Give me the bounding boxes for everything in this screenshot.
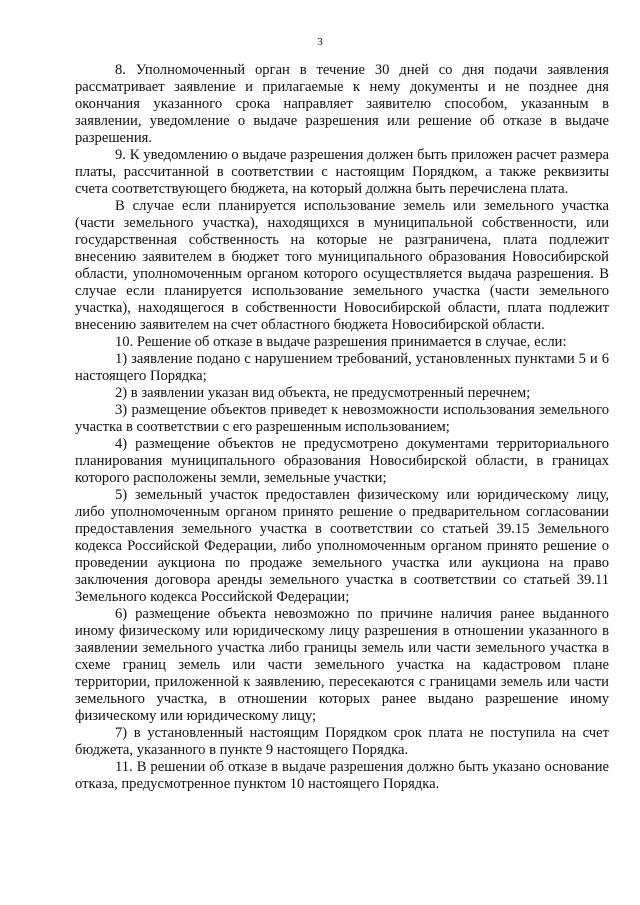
paragraph-10: 10. Решение об отказе в выдаче разрешения принимается в случае, если: (115, 334, 567, 350)
paragraph-8: 8. Уполномоченный орган в течение 30 дней со дня подачи заявления рассматривает заявление и прилагаемые к нему документы и не позднее дня окончания указанного срока направляет заявителю способом, указанным в заявлении, уведомление о выдаче разрешения или решение об отказе в выдаче разрешения. (75, 62, 609, 146)
list-item-2: 2) в заявлении указан вид объекта, не предусмотренный перечнем; (115, 385, 531, 401)
list-item-1: 1) заявление подано с нарушением требований, установленных пунктами 5 и 6 настоящего Порядка; (75, 351, 609, 384)
list-item-5: 5) земельный участок предоставлен физическому или юридическому лицу, либо уполномоченным органом принято решение о предварительном согласовании предоставления земельного участка в соответствии со статьей 39.15 Земельного кодекса Российской Федерации, либо уполномоченным органом принято решение о проведении аукциона по продаже земельного участка или аукциона на право заключения договора аренды земельного участка в соответствии со статьей 39.11 Земельного кодекса Российской Федерации; (75, 487, 609, 605)
list-item-7: 7) в установленный настоящим Порядком срок плата не поступила на счет бюджета, указанного в пункте 9 настоящего Порядка. (75, 725, 609, 758)
list-item-6: 6) размещение объекта невозможно по причине наличия ранее выданного иному физическому или юридическому лицу разрешения в отношении указанного в заявлении земельного участка либо границы земель или части земельного участка в схеме границ земель или части земельного участка на кадастровом плане территории, приложенной к заявлению, пересекаются с границами земель или части земельного участка, в отношении которых ранее выдано разрешение иному физическому или юридическому лицу; (75, 606, 609, 724)
list-item-4: 4) размещение объектов не предусмотрено документами территориального планирования муниципального образования Новосибирской области, в границах которого расположены земли, земельные участки; (75, 436, 609, 486)
page-number: 3 (317, 36, 323, 48)
paragraph-9: 9. К уведомлению о выдаче разрешения должен быть приложен расчет размера платы, рассчитанной в соответствии с настоящим Порядком, а также реквизиты счета соответствующего бюджета, на который должна быть перечислена плата. (75, 147, 609, 197)
list-item-3: 3) размещение объектов приведет к невозможности использования земельного участка в соответствии с его разрешенным использованием; (75, 402, 609, 435)
document-body (75, 62, 609, 793)
paragraph-payment-rules: В случае если планируется использование земель или земельного участка (части земельного участка), находящихся в муниципальной собственности, или государственная собственность на которые не разграничена, плата подлежит внесению заявителем в бюджет того муниципального образования Новосибирской области, уполномоченным органом которого осуществляется выдача разрешения. В случае если планируется использование земельного участка (части земельного участка), находящегося в собственности Новосибирской области, плата подлежит внесению заявителем на счет областного бюджета Новосибирской области. (75, 198, 609, 333)
paragraph-11: 11. В решении об отказе в выдаче разрешения должно быть указано основание отказа, предусмотренное пунктом 10 настоящего Порядка. (75, 759, 609, 792)
